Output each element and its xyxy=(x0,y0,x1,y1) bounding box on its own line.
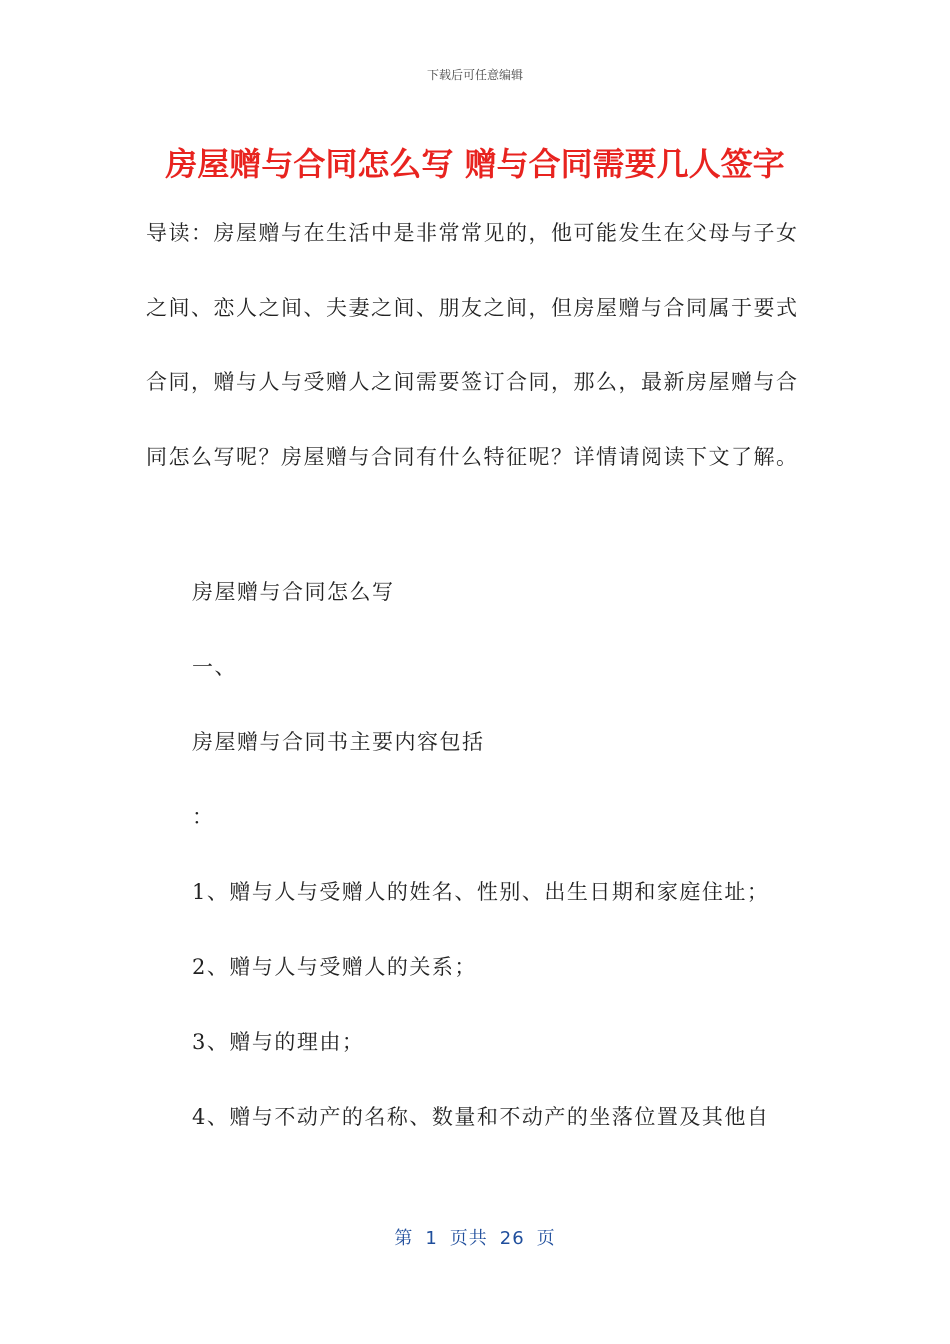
page-footer xyxy=(0,1224,950,1250)
footer-page-number: 1 xyxy=(425,1228,438,1249)
footer-total-pages: 26 xyxy=(499,1228,525,1249)
intro-paragraph: 导读：房屋赠与在生活中是非常常见的，他可能发生在父母与子女之间、恋人之间、夫妻之间、朋友之间，但房屋赠与合同属于要式合同，赠与人与受赠人之间需要签订合同，那么，最新房屋赠与合同怎么写呢？房屋赠与合同有什么特征呢？详情请阅读下文了解。 xyxy=(146,221,799,469)
list-item: 2、赠与人与受赠人的关系； xyxy=(192,955,477,979)
page-header-note: 下载后可任意编辑 xyxy=(426,68,523,82)
list-item: 3、赠与的理由； xyxy=(192,1030,365,1054)
contents-colon: ： xyxy=(192,805,215,829)
section-numeral: 一、 xyxy=(192,655,237,679)
section-heading: 房屋赠与合同怎么写 xyxy=(192,580,395,604)
contents-heading: 房屋赠与合同书主要内容包括 xyxy=(192,730,485,754)
footer-prefix: 第 xyxy=(394,1228,414,1249)
footer-mid: 页共 xyxy=(449,1228,488,1249)
list-item: 1、赠与人与受赠人的姓名、性别、出生日期和家庭住址； xyxy=(192,880,770,904)
footer-suffix: 页 xyxy=(536,1228,556,1249)
list-item: 4、赠与不动产的名称、数量和不动产的坐落位置及其他自 xyxy=(192,1105,770,1129)
document-title: 房屋赠与合同怎么写 赠与合同需要几人签字 xyxy=(165,145,785,183)
